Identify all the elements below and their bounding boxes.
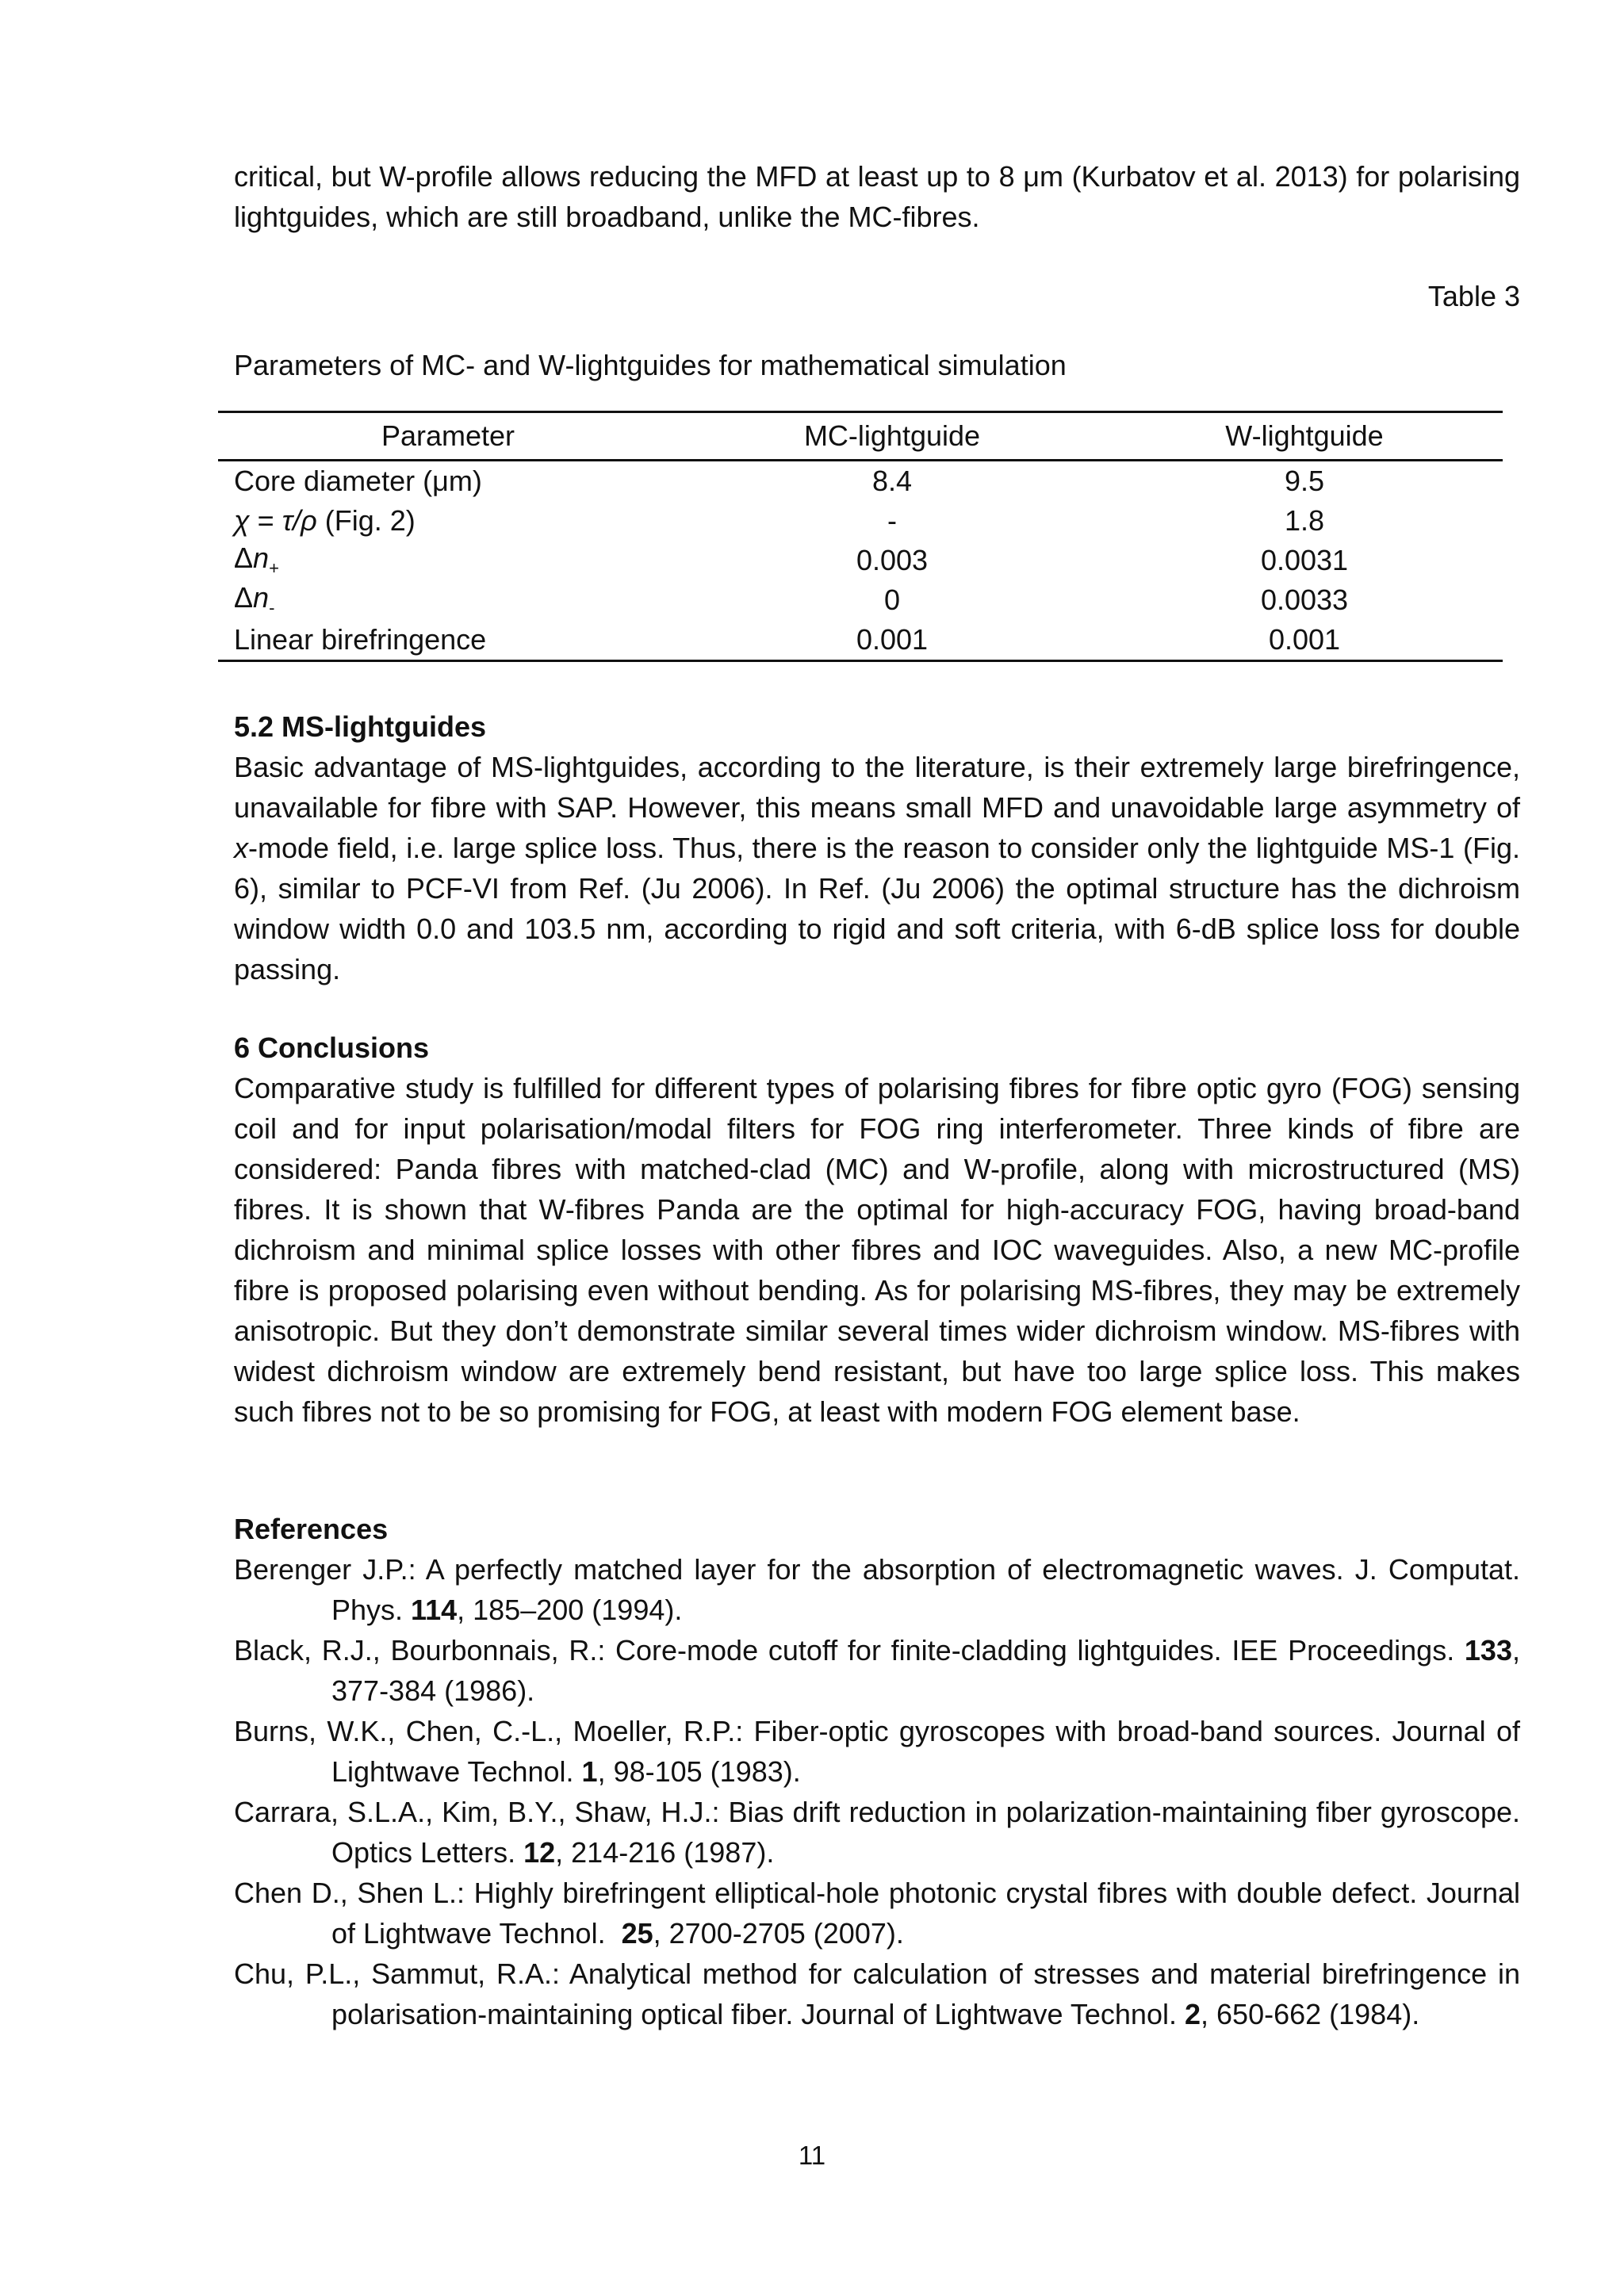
ref-pages: , 2700-2705 (2007).: [653, 1917, 904, 1950]
table-caption: Parameters of MC- and W-lightguides for mathematical simulation: [234, 349, 1067, 381]
cell-w: 9.5: [1284, 465, 1325, 497]
ref-text: Berenger J.P.: A perfectly matched layer for the absorption of electromagnetic waves. J. Computat. Phys.: [234, 1553, 1520, 1626]
cell-mc: -: [887, 504, 897, 537]
reference-item: [234, 1549, 1520, 1630]
ref-volume: 25: [621, 1917, 653, 1950]
intro-paragraph: critical, but W-profile allows reducing the MFD at least up to 8 μm (Kurbatov et al. 2013) for polarising lightguides, which are still broadband, unlike the MC-fibres.: [234, 160, 1520, 233]
param-n: n: [253, 541, 270, 575]
section-6-paragraph: Comparative study is fulfilled for different types of polarising fibres for fibre optic gyro (FOG) sensing coil and for input polarisation/modal filters for FOG ring interferometer. Three kinds of fibre are considered: Panda fibres with matched-clad (MC) and W-profile, along with microstructured (MS) fibres. It is shown that W-fibres Panda are the optimal for high-accuracy FOG, having broad-band dichroism and minimal splice losses with other fibres and IOC waveguides. Also, a new MC-profile fibre is proposed polarising even without bending. As for polarising MS-fibres, they may be extremely anisotropic. But they don’t demonstrate similar several times wider dichroism window. MS-fibres with widest dichroism window are extremely bend resistant, but have too large splice loss. This makes such fibres not to be so promising for FOG, at least with modern FOG element base.: [234, 1072, 1520, 1428]
table-row: [218, 501, 1503, 541]
parameters-table: [218, 411, 1503, 662]
table: [218, 411, 1503, 662]
reference-item: [234, 1954, 1520, 2034]
references-heading: References: [234, 1513, 389, 1545]
ref-pages: , 650-662 (1984).: [1201, 1998, 1420, 2030]
ref-text: Chu, P.L., Sammut, R.A.: Analytical method for calculation of stresses and material birefringence in polarisation-maintaining optical fiber. Journal of Lightwave Technol.: [234, 1957, 1520, 2030]
param-delta: Δ: [234, 541, 254, 575]
header-parameter: Parameter: [381, 419, 515, 452]
page-number: 11: [798, 2141, 826, 2170]
param-n: n: [253, 581, 270, 614]
reference-item: [234, 1630, 1520, 1711]
param-sub: -: [269, 598, 275, 618]
section-6: [234, 1027, 1520, 1432]
ref-pages: , 214-216 (1987).: [555, 1836, 775, 1869]
ref-volume: 2: [1184, 1998, 1201, 2030]
cell-param: [218, 580, 678, 620]
references-section: [234, 1509, 1529, 2034]
param-equals: =: [249, 504, 282, 537]
intro-block: [234, 156, 1520, 237]
ref-text: Burns, W.K., Chen, C.-L., Moeller, R.P.: Fiber-optic gyroscopes with broad-band sources. Journal of Lightwave Technol.: [234, 1715, 1520, 1788]
reference-item: [234, 1873, 1529, 1954]
cell-param: [218, 501, 678, 541]
ref-text: Chen D., Shen L.: Highly birefringent elliptical-hole photonic crystal fibres with double defect. Journal of Lightwave Technol.: [234, 1877, 1529, 1950]
header-w: W-lightguide: [1225, 419, 1384, 452]
ref-text: Black, R.J., Bourbonnais, R.: Core-mode cutoff for finite-cladding lightguides. IEE Proceedings.: [234, 1634, 1465, 1667]
cell-w: 0.0031: [1260, 544, 1349, 576]
param-symbol-chi: χ: [234, 504, 250, 537]
section-5-2-text-a: Basic advantage of MS-lightguides, according to the literature, is their extremely large birefringence, unavailable for fibre with SAP. However, this means small MFD and unavoidable large asymmetry of: [234, 751, 1520, 824]
ref-volume: 133: [1464, 1634, 1512, 1667]
cell-w: 1.8: [1284, 504, 1325, 537]
param-fig-ref: (Fig. 2): [316, 504, 416, 537]
table-row: [218, 580, 1503, 620]
header-mc: MC-lightguide: [803, 419, 981, 452]
param-delta: Δ: [234, 581, 254, 614]
section-6-heading: 6 Conclusions: [234, 1031, 430, 1064]
ref-text: Carrara, S.L.A., Kim, B.Y., Shaw, H.J.: Bias drift reduction in polarization-maintaining fiber gyroscope. Optics Letters.: [234, 1796, 1520, 1869]
table-label-block: [234, 276, 1520, 316]
cell-mc: 0.003: [856, 544, 929, 576]
cell-w: 0.0033: [1260, 584, 1349, 616]
table-header-row: [218, 412, 1503, 461]
table-row: [218, 461, 1503, 502]
ref-pages: , 377-384 (1986).: [331, 1634, 1520, 1707]
cell-mc: 0: [883, 584, 901, 616]
reference-item: [234, 1711, 1520, 1792]
table-caption-block: [234, 345, 1520, 385]
cell-param: Core diameter (μm): [234, 465, 482, 497]
section-5-2: [234, 706, 1520, 989]
table-label: Table 3: [1427, 280, 1520, 312]
cell-mc: 8.4: [871, 465, 913, 497]
param-symbol-ratio: τ/ρ: [282, 504, 317, 537]
cell-param: [218, 541, 678, 580]
table-row: [218, 620, 1503, 661]
ref-pages: , 98-105 (1983).: [597, 1755, 801, 1788]
section-5-2-text-b: -mode field, i.e. large splice loss. Thus, there is the reason to consider only the lightguide MS-1 (Fig. 6), similar to PCF-VI from Ref. (Ju 2006). In Ref. (Ju 2006) the optimal structure has the dichroism window width 0.0 and 103.5 nm, according to rigid and soft criteria, with 6-dB splice loss for double passing.: [234, 832, 1520, 985]
table-row: [218, 541, 1503, 580]
ref-volume: 12: [523, 1836, 556, 1869]
ref-pages: , 185–200 (1994).: [457, 1594, 683, 1626]
section-5-2-paragraph: [234, 747, 1520, 989]
ref-volume: 1: [581, 1755, 598, 1788]
param-sub: +: [269, 558, 279, 579]
cell-param: Linear birefringence: [234, 623, 487, 656]
cell-mc: 0.001: [856, 623, 929, 656]
cell-w: 0.001: [1268, 623, 1341, 656]
section-5-2-heading: 5.2 MS-lightguides: [234, 710, 487, 743]
reference-item: [234, 1792, 1520, 1873]
ref-volume: 114: [411, 1594, 458, 1626]
section-5-2-italic-x: x: [234, 832, 248, 864]
